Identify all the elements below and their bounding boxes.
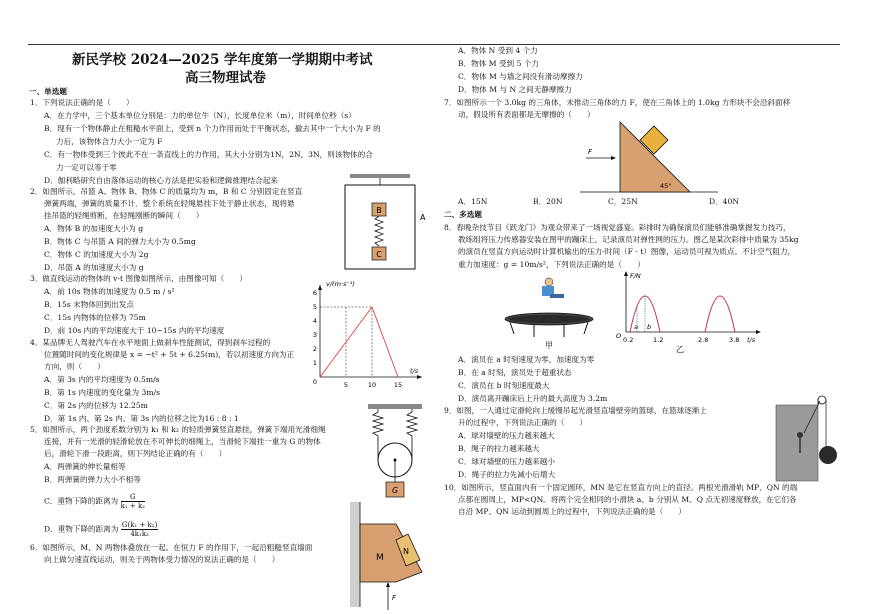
q1-option-b-cont: 力后，该物体合力大小一定为 F [56, 137, 163, 146]
tick-x5: 5 [343, 381, 349, 389]
q5-stem-cont2: 后，滑轮下滑一段距离，则下列结论正确的有（ ） [44, 449, 227, 458]
trampoline-mat [509, 315, 589, 323]
q2-stem-cont1: 弹簧两端，弹簧的质量不计．整个系统在轻绳悬挂下处于静止状态，现将悬 [44, 199, 295, 208]
q5d-numerator: G(k₁ + k₂) [121, 521, 158, 529]
q5-stem: 5．如图所示，两个劲度系数分别为 k₁ 和 k₂ 的轻质弹簧竖直悬挂，弹簧下端用光滑细绳 [30, 425, 326, 434]
x-axis-label: t/s [747, 336, 756, 344]
tick-y4: 4 [312, 317, 317, 325]
header-rule [28, 44, 840, 45]
section-multi-choice: 二、多选题 [444, 210, 482, 219]
force-pulse-2 [705, 296, 735, 332]
tick-y5: 5 [312, 303, 317, 311]
q6-option-b: B．物体 M 受到 5 个力 [458, 59, 539, 68]
q8-trampoline-figure [494, 272, 604, 350]
q2-stem: 2．如图所示，吊篮 A、物体 B、物体 C 的质量均为 m，B 和 C 分别固定在竖直 [30, 187, 303, 196]
q1-option-c: C．有一物体受到三个彼此不在一条直线上的力作用，其大小分别为1N，2N，3N，则该物体的合 [44, 150, 373, 159]
q6-option-d: D．物体 M 与 N 之间无静摩擦力 [458, 85, 572, 94]
tick-x15: 15 [393, 381, 403, 389]
label-a: A [420, 213, 426, 222]
q9-option-c: C．球对墙壁的压力越来越小 [458, 457, 555, 466]
q5-stem-cont1: 连接，并有一光滑的轻滑轮放在不可伸长的细绳上，当滑轮下端挂一重为 G 的物体 [44, 437, 321, 446]
q7-option-a: A．15N [458, 197, 488, 206]
q6-option-a: A．物体 N 受到 4 个力 [458, 46, 538, 55]
performer-head [545, 278, 553, 286]
q9-stem-cont: 升的过程中，下列说法正确的（ ） [458, 418, 588, 427]
q4-stem-cont2: 方向，则（ ） [44, 362, 105, 371]
q9-pulley-ball-figure [770, 393, 840, 483]
label-b: b [647, 323, 652, 331]
q7-option-b: B．20N [533, 197, 563, 206]
q7-option-d: D．40N [709, 197, 739, 206]
trampoline-leg [510, 322, 514, 334]
q6-option-c: C．物体 M 与墙之间没有滑动摩擦力 [458, 72, 583, 81]
q4-option-d: D．第 1s 内、第 2s 内、第 3s 内的位移之比为16 : 8 : 1 [44, 414, 239, 423]
q5-option-c [44, 493, 145, 510]
q5d-denominator: 4k₁k₂ [130, 530, 149, 538]
velocity-line [320, 307, 398, 377]
q5-option-c-fraction [121, 493, 145, 510]
q8-option-c: C．演员在 b 时刻速度最大 [458, 381, 550, 390]
wall [776, 405, 818, 481]
q7-stem-cont: 动，假设所有表面都是无摩擦的（ ） [458, 110, 595, 119]
q9-option-d: D．绳子的拉力先减小后增大 [458, 470, 556, 479]
q9-stem: 9．如图，一人通过定滑轮向上缓慢吊起光滑竖直墙壁旁的篮球，在篮球逐渐上 [444, 406, 708, 415]
exam-subtitle: 高三物理试卷 [185, 70, 266, 86]
label-f: F [588, 148, 593, 156]
q8-stem-cont1: 教练组将压力传感器安装在图甲的蹦床上，记录演员对弹性网的压力。图乙是某次彩排中质量为 35kg [458, 235, 799, 244]
q4-stem-cont1: 位置随时间的变化规律是 x = −t² + 5t + 6.25(m)，若以初速度方向为正 [44, 350, 295, 359]
q8-stem-cont2: 的演员在竖直方向运动时计算机输出的压力-时间（F - t）图像，运动员可视为质点。不计空气阻力， [458, 247, 796, 256]
q3-option-d: D．前 10s 内的平均速度大于 10~15s 内的平均速度 [44, 326, 225, 335]
label-yi: 乙 [676, 345, 684, 354]
q8-option-d: D．演员离开蹦床后上升的最大高度为 3.2m [458, 394, 608, 403]
q5-option-b: B．两弹簧的弹力大小不相等 [44, 475, 141, 484]
label-f: F [392, 594, 397, 602]
q5-spring-pulley-figure [360, 402, 430, 500]
q5-option-d-fraction [121, 521, 158, 538]
q9-option-a: A．球对墙壁的压力越来越大 [458, 431, 555, 440]
tick-3-8: 3.8 [729, 336, 740, 344]
q2-stem-cont2: 挂吊篮的轻绳剪断，在轻绳刚断的瞬间（ ） [44, 211, 204, 220]
q4-option-b: B．第 1s 内速度的变化量为 3m/s [44, 388, 160, 397]
q2-option-a: A．物体 B 的加速度大小为 g [44, 224, 144, 233]
q5-option-d-label: D．重物下降的距离为 [44, 524, 119, 534]
q4-stem: 4．某品牌无人驾驶汽车在水平地面上做刹车性能测试，得到刹车过程的 [30, 338, 271, 347]
q5-option-d [44, 521, 158, 538]
q9-option-b: B．绳子的拉力越来越大 [458, 444, 540, 453]
q8-option-a: A．演员在 a 时刻速度为零，加速度为零 [458, 355, 595, 364]
tick-0-2: 0.2 [623, 336, 634, 344]
tick-1-2: 1.2 [653, 336, 664, 344]
force-f-arrow [386, 582, 390, 587]
q8-stem-cont3: 重力加速度：g = 10m/s²，下列说法正确的是（ ） [458, 260, 645, 269]
q8-option-b: B．在 a 时刻，演员处于超重状态 [458, 368, 572, 377]
q3-option-a: A．前 10s 物体的加速度为 0.5 m / s² [44, 287, 175, 296]
label-jia: 甲 [545, 341, 553, 350]
q3-option-c: C．15s 内物体的位移为 75m [44, 313, 146, 322]
spring-k1 [373, 409, 383, 460]
label-c: C [376, 250, 382, 259]
q10-stem: 10．如图所示，竖直面内有一个固定圆环，MN 是它在竖直方向上的直径。两根光滑滑轨 MP、QN 的端 [444, 483, 798, 492]
y-axis-label: v/(m·s⁻¹) [326, 280, 355, 288]
spring [375, 216, 383, 246]
label-g: G [392, 486, 398, 495]
q5c-denominator: k₁ + k₂ [120, 502, 145, 510]
wall [350, 502, 360, 607]
y-arrow [318, 285, 322, 290]
q1-option-c-cont: 力一定可以等于零 [56, 163, 117, 172]
q7-stem: 7．如图所示一个 3.0kg 的三角体，未推动三角体的力 F，使在三角体上的 1.0kg 方形块不会沿斜面移 [444, 98, 791, 107]
tick-origin: 0 [312, 378, 317, 386]
x-arrow [756, 330, 761, 334]
q4-option-a: A．第 3s 内的平均速度为 0.5m/s [44, 375, 160, 384]
q1-option-a: A．在力学中，三个基本单位分别是：力的单位牛（N），长度单位米（m），时间单位秒（s） [44, 111, 356, 120]
ball [819, 446, 837, 464]
tick-2-8: 2.8 [698, 336, 709, 344]
exam-title: 新民学校 2024—2025 学年度第一学期期中考试 [72, 52, 373, 68]
q5-option-a: A．两弹簧的伸长量相等 [44, 462, 126, 471]
q3-option-b: B．15s 末物体回到出发点 [44, 300, 134, 309]
q5c-numerator: G [121, 493, 145, 502]
label-m: M [376, 553, 384, 563]
q10-stem-cont1: 点都在圆周上，MP<QN。将两个完全相同的小滑块 a、b 分别从 M、Q 点无初速度释放，在它们各 [458, 495, 797, 504]
tick-y3: 3 [312, 331, 317, 339]
q1-option-d: D．伽利略研究自由落体运动的核心方法是把实验和逻辑推理结合起来 [44, 176, 278, 185]
q1-option-b: B．现有一个物体静止在粗糙水平面上，受到 n 个力作用而处于平衡状态，撤去其中一个大小为 F 的 [44, 124, 381, 133]
q2-option-c: C．物体 C 的加速度大小为 2g [44, 250, 149, 259]
q7-wedge-figure [580, 118, 720, 196]
q6-wall-figure [350, 502, 430, 612]
label-n: N [403, 547, 409, 556]
q2-basket-figure [340, 172, 430, 272]
q4-option-c: C．第 2s 内的位移为 12.25m [44, 401, 148, 410]
y-arrow [624, 271, 628, 276]
spring-k2 [407, 409, 417, 460]
label-origin: O [616, 332, 622, 340]
q7-option-c: C．25N [608, 197, 638, 206]
tick-y1: 1 [312, 359, 317, 367]
label-b: B [376, 206, 382, 215]
x-arrow [417, 375, 422, 379]
label-a: a [634, 323, 638, 331]
force-f-arrow [611, 156, 616, 160]
q2-option-b: B．物体 C 与吊篮 A 间的弹力大小为 0.5mg [44, 237, 196, 246]
performer-legs [550, 294, 564, 298]
section-single-choice: 一、单选题 [29, 87, 67, 96]
tick-y6: 6 [312, 289, 317, 297]
q8-stem: 8．春晚杂技节目《跃龙门》为观众带来了一场视觉盛宴。彩排时为确保演员们能够准确掌握发力技巧， [444, 223, 791, 232]
q1-stem: 1．下列说法正确的是（ ） [30, 98, 134, 107]
q8-force-time-graph [608, 268, 768, 354]
q3-vt-graph [300, 277, 430, 392]
ceiling [350, 174, 410, 178]
person-head [797, 432, 803, 438]
tick-y2: 2 [312, 345, 317, 353]
y-axis-label: F/N [630, 272, 641, 280]
q5-option-c-label: C．重物下降的距离为 [44, 496, 119, 506]
q6-stem: 6．如图所示，M、N 两物体叠放在一起。在恒力 F 的作用下，一起沿粗糙竖直墙面 [30, 543, 313, 552]
q10-stem-cont2: 自沿 MP、QN 运动到圆周上的过程中，下列说法正确的是（ ） [458, 507, 687, 516]
q6-stem-cont: 向上做匀速直线运动，则关于两物体受力情况的说法正确的是（ ） [44, 555, 280, 564]
tick-x10: 10 [367, 381, 377, 389]
trampoline-leg [584, 322, 588, 334]
ceiling [368, 404, 422, 409]
x-axis-label: t/s [410, 367, 419, 375]
label-angle: 45° [660, 182, 672, 190]
q3-stem: 3．做直线运动的物体的 v-t 图像如图所示，由图像可知（ ） [30, 274, 248, 283]
q2-option-d: D．吊篮 A 的加速度大小为 g [44, 263, 144, 272]
